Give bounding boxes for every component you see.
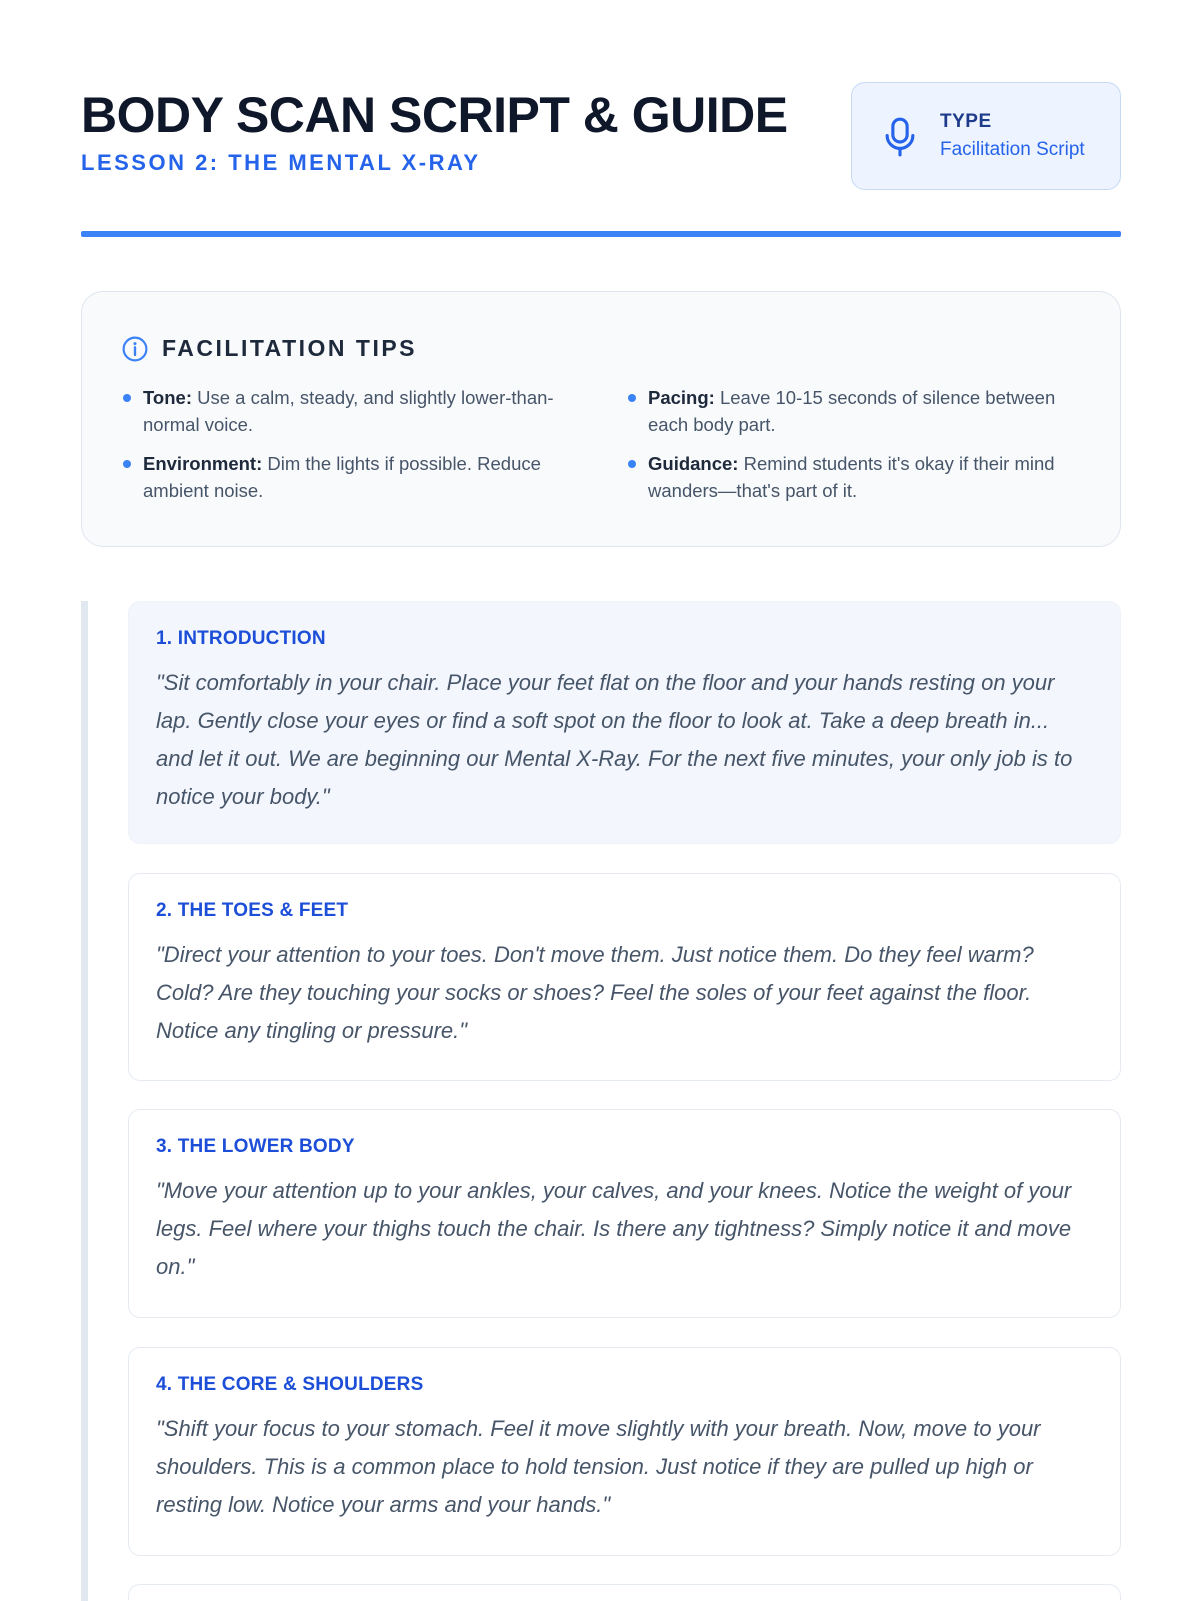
tip-text: Use a calm, steady, and slightly lower-than-normal voice. bbox=[143, 387, 554, 435]
type-badge bbox=[851, 82, 1121, 190]
tip-guidance bbox=[648, 450, 1098, 504]
step-script: "Direct your attention to your toes. Don't move them. Just notice them. Do they feel warm? Cold? Are they touching your socks or shoes? Feel the soles of your feet against the floor. Notice any tingling or pressure." bbox=[156, 942, 1034, 1043]
header-divider bbox=[81, 231, 1121, 237]
bullet-dot bbox=[628, 460, 636, 468]
page-title: BODY SCAN SCRIPT & GUIDE bbox=[81, 87, 788, 143]
tip-text: Dim the lights if possible. Reduce ambient noise. bbox=[143, 453, 541, 501]
tip-label: Environment: bbox=[143, 453, 263, 474]
tip-text: Remind students it's okay if their mind wanders—that's part of it. bbox=[648, 453, 1055, 501]
tip-tone bbox=[143, 384, 593, 438]
bullet-dot bbox=[628, 394, 636, 402]
tip-label: Guidance: bbox=[648, 453, 739, 474]
tip-pacing bbox=[648, 384, 1098, 438]
info-icon bbox=[122, 336, 148, 362]
tips-title: FACILITATION TIPS bbox=[162, 335, 418, 361]
lesson-subtitle: LESSON 2: THE MENTAL X-RAY bbox=[81, 150, 481, 175]
type-label: TYPE bbox=[940, 111, 992, 132]
script-step-next-partial bbox=[128, 1584, 1121, 1600]
bullet-dot bbox=[123, 394, 131, 402]
microphone-icon bbox=[882, 117, 918, 157]
step-script: "Shift your focus to your stomach. Feel it move slightly with your breath. Now, move to your shoulders. This is a common place to hold tension. Just notice if they are pulled up high or resting low. Notice your arms and your hands." bbox=[156, 1416, 1041, 1517]
script-step-core-shoulders bbox=[128, 1347, 1121, 1556]
timeline-rail bbox=[81, 601, 88, 1601]
step-title: 3. THE LOWER BODY bbox=[156, 1136, 355, 1157]
tip-text: Leave 10-15 seconds of silence between each body part. bbox=[648, 387, 1056, 435]
step-title: 2. THE TOES & FEET bbox=[156, 900, 349, 921]
bullet-dot bbox=[123, 460, 131, 468]
script-step-lower-body bbox=[128, 1109, 1121, 1318]
tip-label: Pacing: bbox=[648, 387, 715, 408]
tip-environment bbox=[143, 450, 593, 504]
type-value: Facilitation Script bbox=[940, 139, 1085, 160]
step-script: "Move your attention up to your ankles, your calves, and your knees. Notice the weight of your legs. Feel where your thighs touch the chair. Is there any tightness? Simply notice it and move on." bbox=[156, 1178, 1072, 1279]
tip-label: Tone: bbox=[143, 387, 192, 408]
step-title: 4. THE CORE & SHOULDERS bbox=[156, 1374, 424, 1395]
step-script: "Sit comfortably in your chair. Place your feet flat on the floor and your hands resting on your lap. Gently close your eyes or find a soft spot on the floor to look at. Take a deep breath in... and let it out. We are beginning our Mental X-Ray. For the next five minutes, your only job is to notice your body." bbox=[156, 670, 1073, 809]
page-header bbox=[81, 82, 1121, 192]
script-step-introduction bbox=[128, 601, 1121, 844]
facilitation-tips-panel bbox=[81, 291, 1121, 547]
step-title: 1. INTRODUCTION bbox=[156, 628, 326, 649]
script-step-toes-feet bbox=[128, 873, 1121, 1081]
